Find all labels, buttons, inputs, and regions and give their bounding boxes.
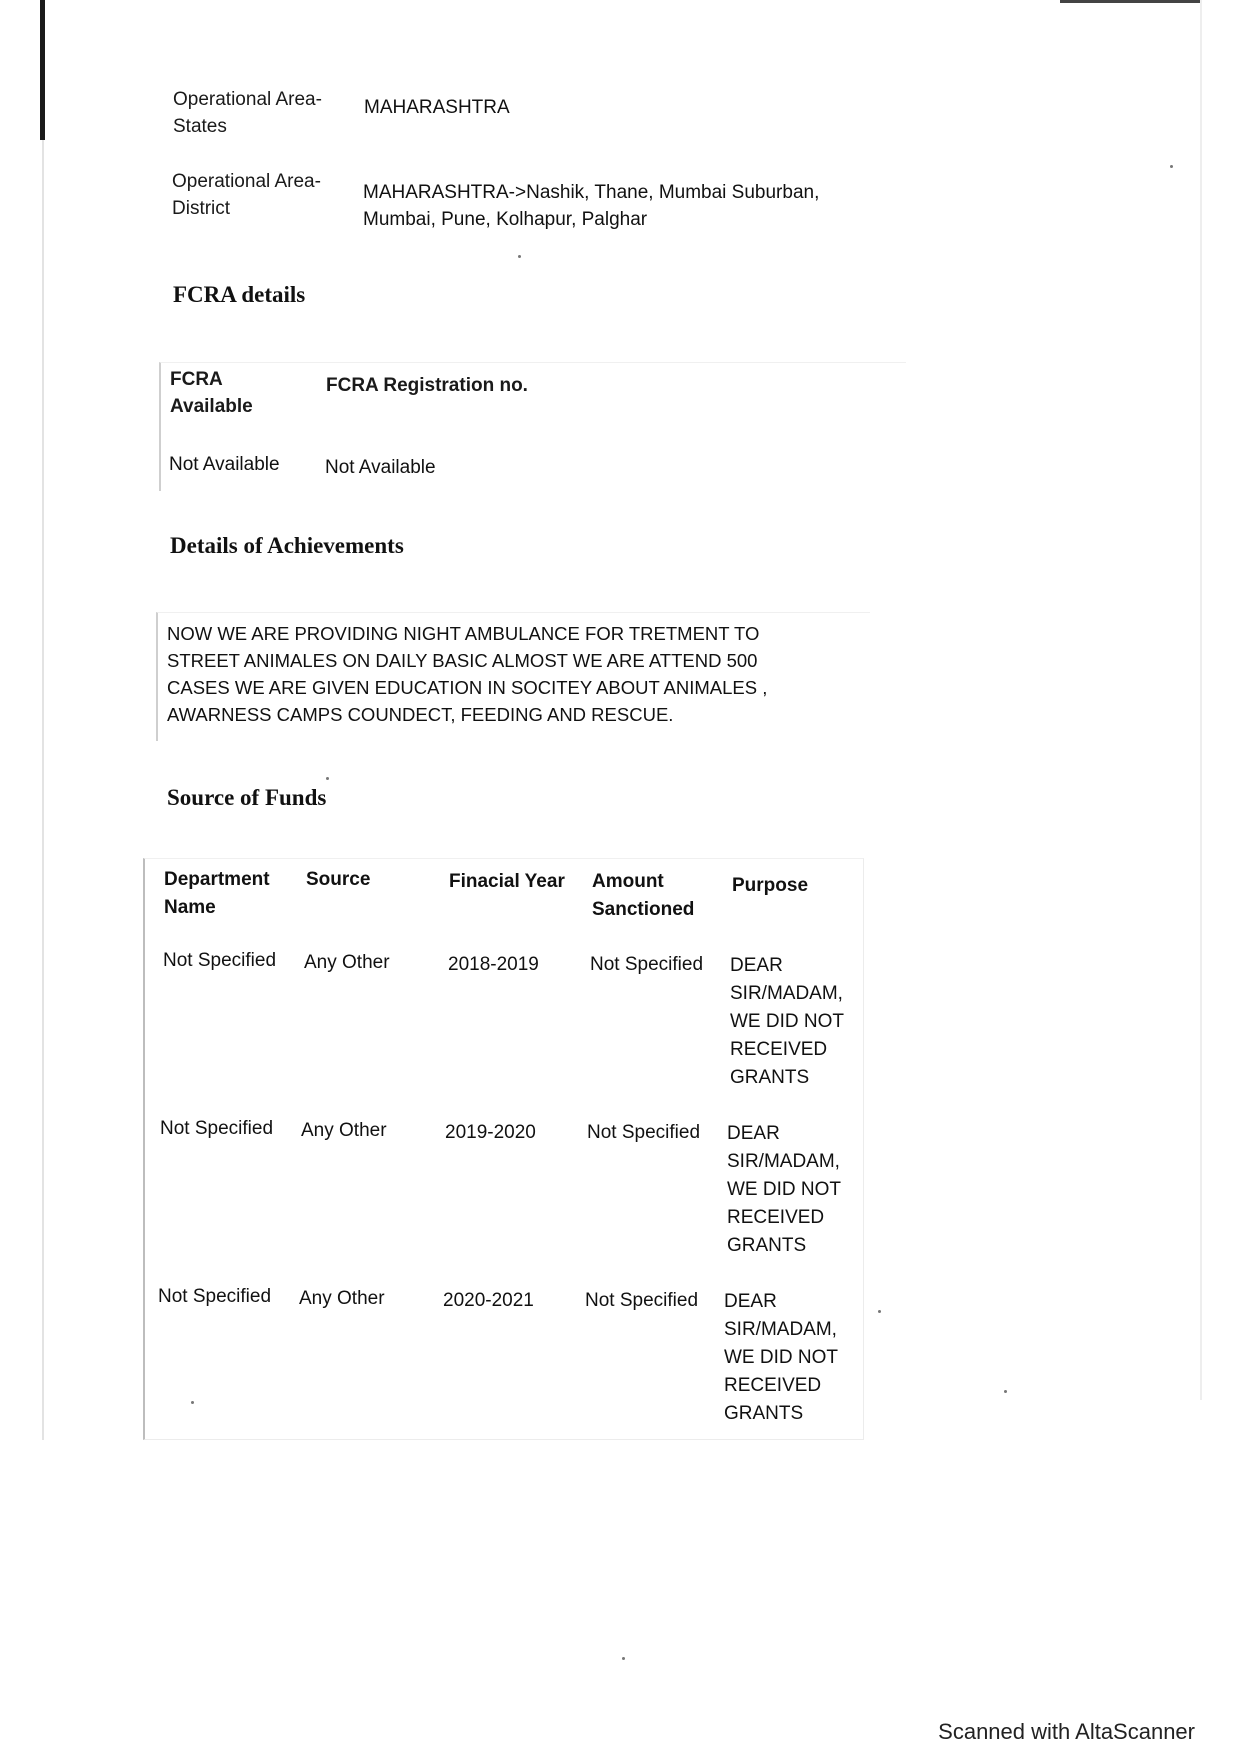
achievements-line-4: AWARNESS CAMPS COUNDECT, FEEDING AND RESCUE. — [167, 704, 674, 725]
cell-source: Any Other — [299, 1288, 385, 1309]
cell-department: Not Specified — [158, 1286, 272, 1307]
header-amount — [592, 868, 694, 924]
header-department-line1: Department — [164, 869, 270, 890]
achievements-heading: Details of Achievements — [170, 533, 404, 558]
fcra-available-header-line1: FCRA — [170, 369, 223, 390]
cell-year: 2018-2019 — [448, 954, 539, 975]
cell-purpose — [730, 952, 844, 1092]
scan-speck — [878, 1310, 881, 1313]
cell-year: 2020-2021 — [443, 1290, 534, 1311]
cell-source: Any Other — [304, 952, 390, 973]
scan-speck — [1170, 165, 1173, 168]
scan-edge-right — [1200, 0, 1202, 1400]
achievements-text — [167, 620, 767, 728]
cell-amount: Not Specified — [585, 1290, 699, 1311]
states-label-line2: States — [173, 116, 227, 137]
header-year: Finacial Year — [449, 871, 565, 892]
purpose-line: DEAR — [730, 955, 783, 976]
states-label — [173, 86, 322, 140]
purpose-line: RECEIVED — [724, 1375, 822, 1396]
achievements-line-3: CASES WE ARE GIVEN EDUCATION IN SOCITEY ABOUT ANIMALES , — [167, 677, 768, 698]
states-label-line1: Operational Area- — [173, 89, 322, 110]
scan-speck — [191, 1401, 194, 1404]
district-label-line2: District — [172, 198, 231, 219]
purpose-line: DEAR — [724, 1291, 777, 1312]
cell-department: Not Specified — [160, 1118, 274, 1139]
cell-source: Any Other — [301, 1120, 387, 1141]
cell-department: Not Specified — [163, 950, 277, 971]
achievements-line-1: NOW WE ARE PROVIDING NIGHT AMBULANCE FOR TRETMENT TO — [167, 623, 760, 644]
funds-heading: Source of Funds — [167, 785, 327, 810]
header-amount-line1: Amount — [592, 871, 664, 892]
purpose-line: SIR/MADAM, — [730, 983, 843, 1004]
district-label — [172, 168, 321, 222]
achievements-line-2: STREET ANIMALES ON DAILY BASIC ALMOST WE ARE ATTEND 500 — [167, 650, 758, 671]
purpose-line: RECEIVED — [727, 1207, 825, 1228]
cell-year: 2019-2020 — [445, 1122, 536, 1143]
scan-edge-top — [1060, 0, 1200, 3]
purpose-line: DEAR — [727, 1123, 780, 1144]
fcra-available-header-line2: Available — [170, 396, 253, 417]
header-department-line2: Name — [164, 897, 216, 918]
header-purpose: Purpose — [732, 875, 809, 896]
header-department — [164, 866, 270, 922]
fcra-registration-header: FCRA Registration no. — [326, 375, 528, 396]
purpose-line: WE DID NOT — [727, 1179, 841, 1200]
scan-speck — [326, 777, 329, 780]
purpose-line: SIR/MADAM, — [724, 1319, 837, 1340]
fcra-heading: FCRA details — [173, 282, 306, 307]
cell-purpose — [724, 1288, 838, 1428]
fcra-available-value: Not Available — [169, 454, 280, 475]
purpose-line: GRANTS — [727, 1235, 807, 1256]
scan-edge-left — [40, 0, 45, 140]
purpose-line: GRANTS — [724, 1403, 804, 1424]
purpose-line: WE DID NOT — [730, 1011, 844, 1032]
states-value: MAHARASHTRA — [364, 97, 510, 118]
district-label-line1: Operational Area- — [172, 171, 321, 192]
purpose-line: GRANTS — [730, 1067, 810, 1088]
district-value — [363, 179, 819, 233]
district-value-line1: MAHARASHTRA->Nashik, Thane, Mumbai Suburban, — [363, 182, 820, 203]
purpose-line: RECEIVED — [730, 1039, 828, 1060]
purpose-line: WE DID NOT — [724, 1347, 838, 1368]
fcra-available-header — [170, 366, 253, 420]
header-source: Source — [306, 869, 371, 890]
scan-speck — [518, 255, 521, 258]
header-amount-line2: Sanctioned — [592, 899, 695, 920]
purpose-line: SIR/MADAM, — [727, 1151, 840, 1172]
scan-speck — [622, 1657, 625, 1660]
scan-edge-left-faint — [42, 140, 44, 1440]
scanner-watermark: Scanned with AltaScanner — [938, 1719, 1195, 1744]
cell-purpose — [727, 1120, 841, 1260]
fcra-registration-value: Not Available — [325, 457, 436, 478]
district-value-line2: Mumbai, Pune, Kolhapur, Palghar — [363, 209, 648, 230]
cell-amount: Not Specified — [590, 954, 704, 975]
cell-amount: Not Specified — [587, 1122, 701, 1143]
scan-speck — [1004, 1390, 1007, 1393]
